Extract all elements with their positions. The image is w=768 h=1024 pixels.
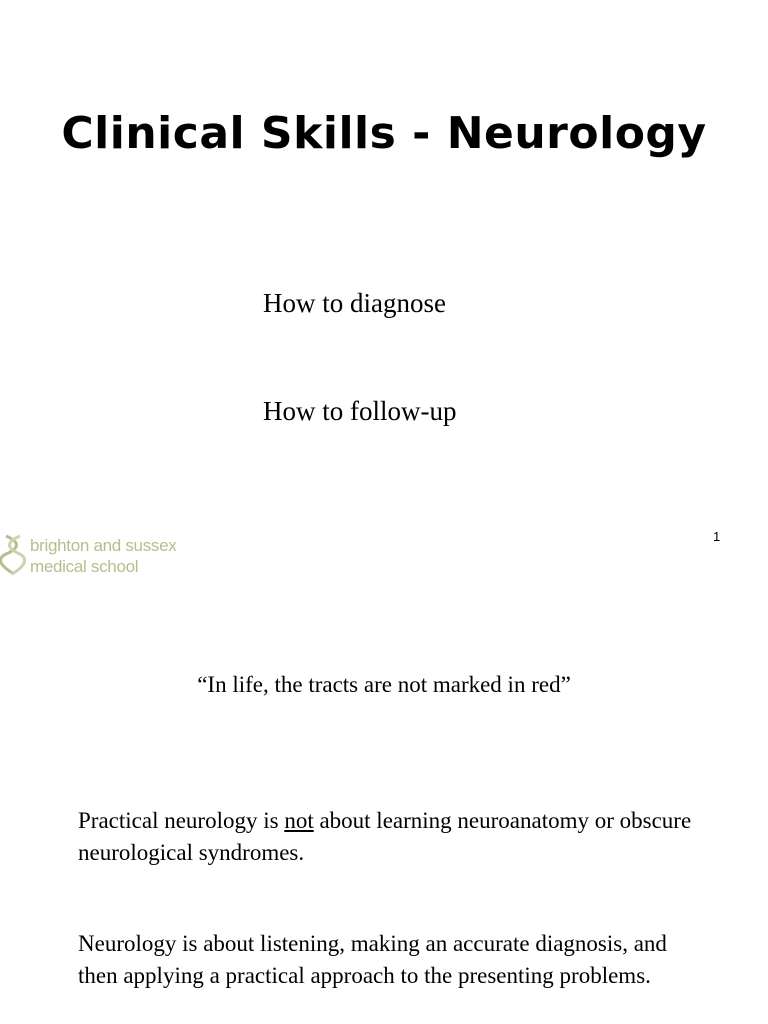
paragraph-practical-neurology (78, 805, 698, 869)
page-number: 1 (713, 529, 721, 544)
slide-title: Clinical Skills - Neurology (61, 108, 707, 159)
emphasis-not: not (284, 808, 314, 833)
bullet-line-follow-up: How to follow-up (263, 396, 457, 426)
logo-text-line1: brighton and sussex (30, 536, 177, 555)
logo-text (30, 535, 176, 577)
paragraph-text: Practical neurology is (78, 808, 285, 833)
school-logo (0, 532, 200, 578)
quote-text: “In life, the tracts are not marked in red” (197, 672, 571, 697)
helix-logo-icon (0, 534, 26, 576)
slide-2 (0, 600, 768, 1024)
logo-text-line2: medical school (30, 557, 139, 576)
paragraph-neurology-listening: Neurology is about listening, making an accurate diagnosis, and then applying a practical approach to the presenting problems. (78, 931, 667, 988)
paragraph-text: about learning neuroanatomy or obscure neurological syndromes. (78, 808, 692, 865)
bullet-line-diagnose: How to diagnose (263, 288, 446, 318)
